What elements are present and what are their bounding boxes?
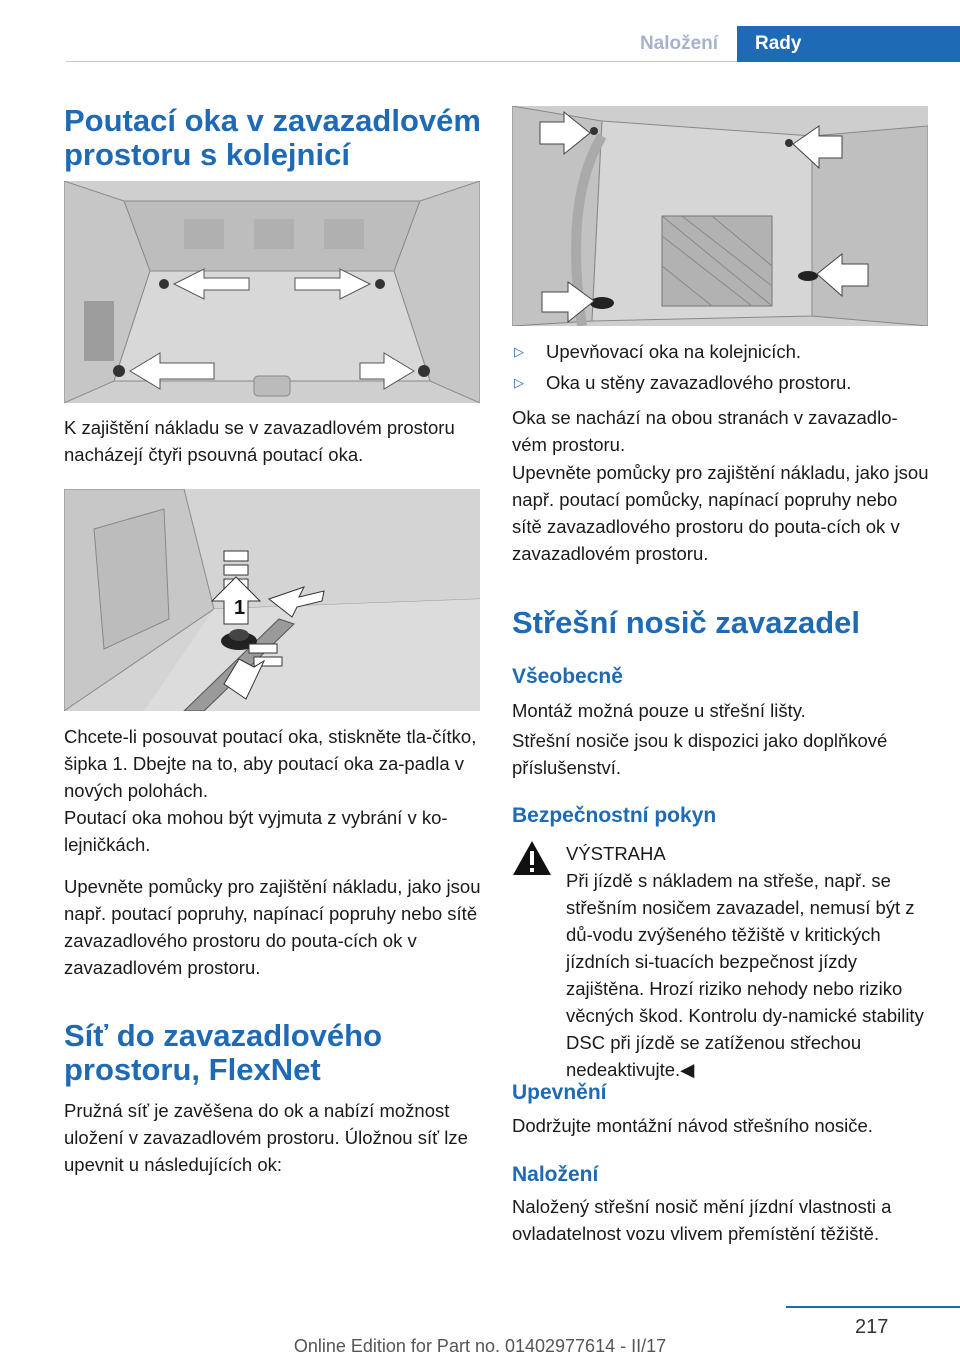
- paragraph-accessory: Střešní nosiče jsou k dispozici jako doplňkové příslušenství.: [512, 730, 888, 778]
- paragraph-both-sides: Oka se nachází na obou stranách v zavazadlo‐vém prostoru.: [512, 407, 898, 455]
- paragraph-removal: Poutací oka mohou být vyjmuta z vybrání v ko‐lejničkách.: [64, 807, 448, 855]
- paragraph-fasten-aids-left: Upevněte pomůcky pro zajištění nákladu, jako jsou např. poutací popruhy, napínací popruhy nebo sítě zavazadlového prostoru do pouta‐cích ok v zavazadlovém prostoru.: [64, 876, 481, 978]
- paragraph-slide-instructions: Chcete-li posouvat poutací oka, stiskněte tla‐čítko, šipka 1. Dbejte na to, aby poutací oka za‐padla v nových polohách.: [64, 726, 477, 801]
- list-item-text: Upevňovací oka na kolejnicích.: [546, 341, 802, 362]
- active-tab[interactable]: Rady: [737, 26, 960, 62]
- section-title-tie-downs: Poutací oka v zavazadlovém prostoru s kolejnicí: [64, 103, 481, 172]
- subheading-mounting: Upevnění: [512, 1081, 607, 1104]
- subheading-safety: Bezpečnostní pokyn: [512, 804, 717, 827]
- section-title-roof-rack: Střešní nosič zavazadel: [512, 605, 861, 640]
- warning-triangle-icon: [512, 840, 552, 1083]
- paragraph-mounting: Dodržujte montážní návod střešního nosiče.: [512, 1115, 873, 1136]
- subheading-loading: Naložení: [512, 1163, 599, 1186]
- list-item-text: Oka u stěny zavazadlového prostoru.: [546, 372, 852, 393]
- cargo-tie-downs-figure: [64, 181, 480, 403]
- warning-text: Při jízdě s nákladem na střeše, např. se střešním nosičem zavazadel, nemusí být z dů‐vodu zvýšeného těžiště v kritických jízdních si‐tuacích bezpečnost jízdy zajištěna. Hrozí riziko nehody nebo riziko věcných škod. Kontrolu dy‐namické stability DSC při jízdě se zatíženou střechou nedeaktivujte.◀: [566, 870, 924, 1080]
- paragraph-loading: Naložený střešní nosič mění jízdní vlastnosti a ovladatelnost vozu vlivem přemístění těžiště.: [512, 1196, 892, 1244]
- eye-type-list: [512, 338, 932, 396]
- subheading-general: Všeobecně: [512, 665, 623, 688]
- figure-callout-1: 1: [234, 597, 246, 619]
- list-item: [512, 369, 932, 396]
- paragraph-tie-downs-intro: K zajištění nákladu se v zavazadlovém prostoru nacházejí čtyři psouvná poutací oka.: [64, 417, 455, 465]
- paragraph-fasten-aids-right: Upevněte pomůcky pro zajištění nákladu, jako jsou např. poutací pomůcky, napínací popruhy nebo sítě zavazadlového prostoru do pouta‐cích ok v zavazadlovém prostoru.: [512, 462, 929, 564]
- list-item: [512, 338, 932, 365]
- edition-info: Online Edition for Part no. 01402977614 - II/17: [293, 1336, 667, 1356]
- bullet-triangle-icon: ▷: [514, 344, 524, 359]
- footer-rule: [786, 1306, 960, 1308]
- tie-down-slide-figure: [64, 489, 480, 711]
- paragraph-flexnet: Pružná síť je zavěšena do ok a nabízí možnost uložení v zavazadlovém prostoru. Úložnou síť lze upevnit u následujících ok:: [64, 1100, 468, 1175]
- warning-label: VÝSTRAHA: [566, 843, 666, 864]
- paragraph-roof-rail: Montáž možná pouze u střešní lišty.: [512, 700, 806, 721]
- warning-block: [512, 840, 928, 1083]
- section-title-flexnet: Síť do zavazadlového prostoru, FlexNet: [64, 1018, 383, 1087]
- page-number: 217: [855, 1316, 889, 1338]
- section-tab[interactable]: Naložení: [639, 33, 719, 54]
- bullet-triangle-icon: ▷: [514, 375, 524, 390]
- flexnet-eyes-figure: [512, 106, 928, 326]
